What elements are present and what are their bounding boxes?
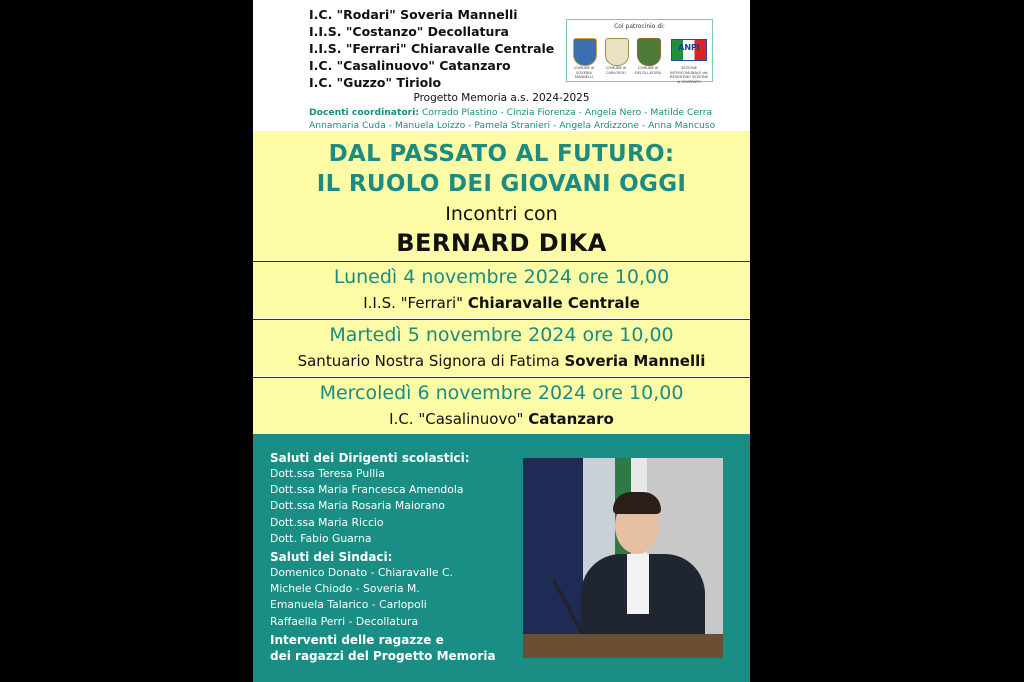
crest-caption: COMUNE di DECOLLATURA <box>634 66 662 75</box>
greetings-section <box>253 434 750 682</box>
project-name: Progetto Memoria a.s. 2024-2025 <box>413 92 590 104</box>
event-date: Lunedì 4 novembre 2024 ore 10,00 <box>333 266 670 288</box>
crest-caption: COMUNE di SOVERIA MANNELLI <box>573 66 595 79</box>
speaker-photo <box>523 458 723 658</box>
mayor-name: Emanuela Talarico - Carlopoli <box>270 598 427 612</box>
principal-name: Dott.ssa Maria Francesca Amendola <box>270 483 464 497</box>
anpi-logo-icon: ANPI <box>671 39 707 61</box>
mayor-name: Raffaella Perri - Decollatura <box>270 614 419 628</box>
school-name: I.C. "Casalinuovo" Catanzaro <box>309 58 511 73</box>
decollatura-crest-icon <box>637 38 661 66</box>
speaker-hair <box>613 492 661 514</box>
event-slot <box>253 319 750 376</box>
school-name: I.I.S. "Ferrari" Chiaravalle Centrale <box>309 41 555 56</box>
principal-name: Dott.ssa Teresa Pullia <box>270 467 385 480</box>
school-list <box>309 6 554 91</box>
event-place: I.C. "Casalinuovo" Catanzaro <box>389 410 614 428</box>
desk <box>523 634 723 658</box>
coordinators-line: Annamaria Cuda - Manuela Loizzo - Pamela Stranieri - Angela Ardizzone - Anna Mancuso <box>309 119 716 131</box>
greetings-list <box>270 450 496 664</box>
coordinators <box>309 107 749 132</box>
crest-caption: COMUNE di CARLOPOLI <box>605 66 627 75</box>
event-slot <box>253 261 750 318</box>
mayor-name: Michele Chiodo - Soveria M. <box>270 582 420 596</box>
event-date: Mercoledì 6 novembre 2024 ore 10,00 <box>319 382 684 404</box>
mayors-heading: Saluti dei Sindaci: <box>270 550 393 565</box>
event-date: Martedì 5 novembre 2024 ore 10,00 <box>329 324 674 346</box>
carlopoli-crest-icon <box>605 38 629 66</box>
event-slot <box>253 377 750 434</box>
closing-line: dei ragazzi del Progetto Memoria <box>270 648 496 663</box>
coordinators-line: Corrado Plastino - Cinzia Fiorenza - Angela Nero - Matilde Cerra <box>421 107 713 118</box>
soveria-mannelli-crest-icon <box>573 38 597 66</box>
event-title-line: IL RUOLO DEI GIOVANI OGGI <box>316 171 687 197</box>
patronage-title: Col patrocinio di: <box>614 23 665 30</box>
school-name: I.C. "Guzzo" Tiriolo <box>309 75 442 90</box>
speaker-name: BERNARD DIKA <box>396 229 607 257</box>
patronage-box <box>566 19 713 82</box>
event-place: I.I.S. "Ferrari" Chiaravalle Centrale <box>363 294 640 312</box>
mayor-name: Domenico Donato - Chiaravalle C. <box>270 566 453 580</box>
principals-heading: Saluti dei Dirigenti scolastici: <box>270 451 470 465</box>
incontri-label: Incontri con <box>445 203 558 225</box>
event-place: Santuario Nostra Signora di Fatima Soveria Mannelli <box>297 352 706 370</box>
principal-name: Dott.ssa Maria Rosaria Maiorano <box>270 499 445 513</box>
event-title-line: DAL PASSATO AL FUTURO: <box>328 141 675 167</box>
crest-caption: SEZIONE INTERCOMUNALE del REVENTINO SEZIONE di SOVERATO <box>670 66 708 84</box>
event-poster <box>253 0 750 682</box>
principal-name: Dott. Fabio Guarna <box>270 531 372 545</box>
principal-name: Dott.ssa Maria Riccio <box>270 515 384 529</box>
title-block <box>253 131 750 261</box>
school-name: I.I.S. "Costanzo" Decollatura <box>309 24 509 39</box>
school-name: I.C. "Rodari" Soveria Mannelli <box>309 7 518 22</box>
speaker-shirt <box>627 554 649 614</box>
closing-line: Interventi delle ragazze e <box>270 632 444 647</box>
coordinators-label: Docenti coordinatori: <box>309 107 420 118</box>
